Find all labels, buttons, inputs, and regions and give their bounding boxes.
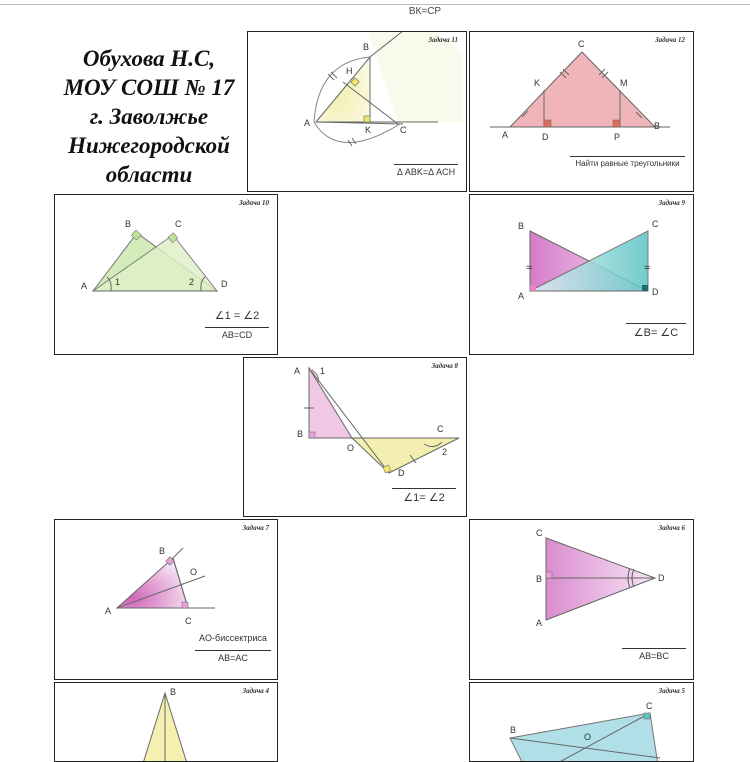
task-conclusion: ∠B= ∠C — [626, 323, 686, 339]
task-conclusion: AB=CD — [205, 327, 269, 340]
task-title: Задача 4 — [242, 687, 269, 695]
label-a: A — [518, 291, 525, 301]
task-title: Задача 6 — [658, 524, 685, 532]
label-b: B — [159, 546, 166, 556]
label-a: A — [105, 606, 112, 616]
task-card-5 — [469, 682, 694, 762]
task-card-9 — [469, 194, 694, 355]
task-given: ∠1 = ∠2 — [214, 310, 260, 322]
task-conclusion: Δ ABK=Δ ACH — [394, 164, 458, 177]
label-2: 2 — [189, 277, 195, 287]
label-b: B — [536, 574, 543, 584]
label-c: C — [185, 616, 192, 626]
label-b: B — [518, 221, 525, 231]
task-title: Задача 5 — [658, 687, 685, 695]
task-card-6 — [469, 519, 694, 680]
label-1: 1 — [115, 277, 121, 287]
label-b: B — [654, 121, 661, 131]
author-line: МОУ СОШ № 17 — [63, 75, 235, 100]
top-rule — [0, 4, 750, 5]
task-given: AO-биссектриса — [199, 633, 267, 643]
label-d: D — [221, 279, 228, 289]
task-card-8 — [243, 357, 467, 517]
task-conclusion: AB=AC — [195, 650, 271, 663]
label-b: B — [125, 219, 132, 229]
label-c: C — [652, 219, 659, 229]
author-line: г. Заволжье — [89, 104, 209, 129]
label-c: C — [175, 219, 182, 229]
label-a: A — [81, 281, 88, 291]
author-line: Нижегородской — [68, 133, 230, 158]
label-a: A — [304, 118, 311, 128]
label-c: C — [437, 424, 444, 434]
label-o: O — [584, 732, 592, 742]
task-conclusion: ∠1= ∠2 — [392, 488, 456, 504]
label-c: C — [536, 528, 543, 538]
task-card-12 — [469, 31, 694, 192]
label-c: C — [400, 125, 407, 135]
label-h: H — [346, 66, 353, 76]
label-2: 2 — [442, 447, 448, 457]
label-b: B — [363, 42, 370, 52]
author-line: области — [105, 162, 193, 187]
label-o: O — [190, 567, 198, 577]
label-d: D — [542, 132, 549, 142]
top-condition-text: ВК=СР — [408, 6, 442, 17]
task-conclusion: AB=BC — [622, 648, 686, 661]
task-12-diagram — [470, 32, 694, 192]
equal-mark: ≈ — [526, 262, 533, 274]
task-title: Задача 9 — [658, 199, 685, 207]
label-b: B — [170, 687, 177, 697]
task-card-7 — [54, 519, 278, 680]
label-c: C — [646, 701, 653, 711]
task-title: Задача 12 — [655, 36, 685, 44]
label-c: C — [578, 39, 585, 49]
label-1: 1 — [320, 366, 326, 376]
task-card-4 — [54, 682, 278, 762]
label-d: D — [398, 468, 405, 478]
author-block — [52, 44, 246, 189]
label-m: M — [620, 78, 628, 88]
label-p: P — [614, 132, 621, 142]
label-a: A — [536, 618, 543, 628]
task-card-11 — [247, 31, 467, 192]
equal-mark: ≈ — [644, 262, 651, 274]
task-title: Задача 8 — [431, 362, 458, 370]
task-title: Задача 11 — [428, 36, 458, 44]
task-card-10 — [54, 194, 278, 355]
author-line: Обухова Н.С, — [82, 46, 216, 71]
label-d: D — [652, 287, 659, 297]
label-k: K — [365, 125, 372, 135]
label-d: D — [658, 573, 665, 583]
label-o: O — [347, 443, 355, 453]
task-title: Задача 10 — [239, 199, 269, 207]
label-b: B — [510, 725, 517, 735]
task-conclusion: Найти равные треугольники — [570, 156, 685, 168]
label-a: A — [294, 366, 301, 376]
label-k: K — [534, 78, 541, 88]
label-b: B — [297, 429, 304, 439]
label-a: A — [502, 130, 509, 140]
task-title: Задача 7 — [242, 524, 269, 532]
